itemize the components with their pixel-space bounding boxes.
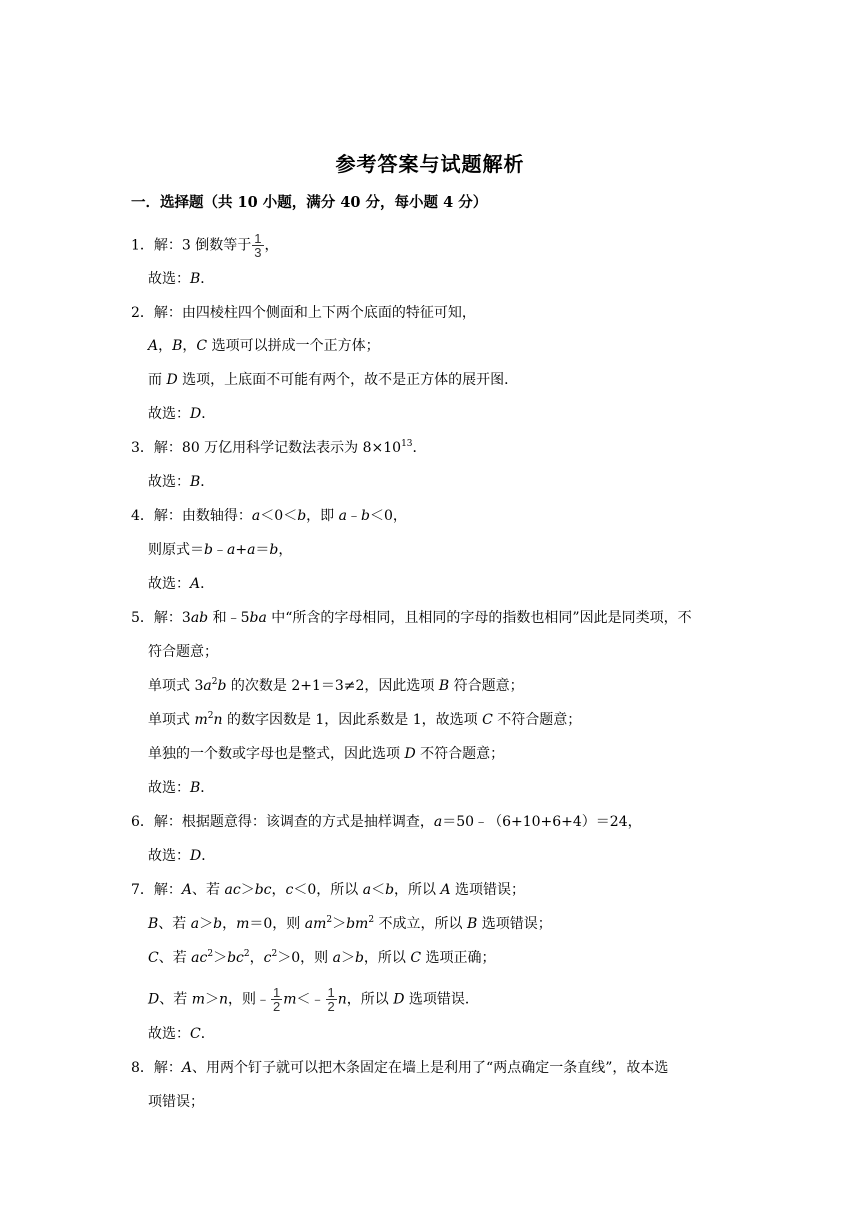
section-heading: 一．选择题（共 10 小题，满分 40 分，每小题 4 分）: [131, 194, 488, 211]
q5-answer: 故选：B．: [148, 780, 215, 796]
fraction-one-third: $\frac{1}{3}$: [254, 231, 262, 260]
q7-line2: B、若 a＞b，m＝0，则 $am^2>bm^2$ 不成立，所以 B 选项错误；: [148, 915, 552, 932]
q8-line2: 项错误；: [148, 1094, 204, 1110]
q5-line4: 单项式 $m^2n$ 的数字因数是 1，因此系数是 1，故选项 C 不符合题意；: [148, 711, 582, 728]
q7-line3: C、若 $ac^2>bc^2$，$c^2>0$，则 a＞b，所以 C 选项正确；: [148, 949, 496, 966]
q5-line5: 单独的一个数或字母也是整式，因此选项 D 不符合题意；: [148, 746, 505, 762]
q2-answer: 故选：D．: [148, 406, 216, 422]
q6-answer: 故选：D．: [148, 848, 216, 864]
q1-answer: 故选：B．: [148, 271, 215, 287]
q7-line4: D、若 m＞n，则﹣ $\frac{1}{2}$ m＜﹣ $\frac{1}{2}$ n，所以 D 选项错误．: [148, 985, 479, 1014]
q4-line1: 4．解：由数轴得：a＜0＜b，即 a﹣b＜0，: [131, 508, 407, 524]
q1-line1: 1．解：3 倒数等于 $\frac{1}{3}$ ，: [131, 231, 279, 260]
q7-line1: 7．解：A、若 ac＞bc，c＜0，所以 a＜b，所以 A 选项错误；: [131, 882, 526, 898]
q7-answer: 故选：C．: [148, 1026, 215, 1042]
q2-line3: 而 D 选项，上底面不可能有两个，故不是正方体的展开图．: [148, 372, 519, 388]
q5-line3: 单项式 $3a^2b$ 的次数是 2+1＝3≠2，因此选项 B 符合题意；: [148, 677, 524, 694]
q4-line2: 则原式＝b﹣a+a＝b，: [148, 542, 293, 558]
q2-line1: 2．解：由四棱柱四个侧面和上下两个底面的特征可知，: [131, 305, 476, 321]
page-title: 参考答案与试题解析: [335, 152, 525, 176]
q8-line1: 8．解：A、用两个钉子就可以把木条固定在墙上是利用了“两点确定一条直线”，故本选: [131, 1060, 669, 1076]
q6-line1: 6．解：根据题意得：该调查的方式是抽样调查，a＝50﹣（6+10+6+4）＝24，: [131, 814, 642, 830]
fraction-half: $\frac{1}{2}$: [273, 985, 281, 1014]
q5-line1: 5．解：3ab 和﹣5ba 中“所含的字母相同，且相同的字母的指数也相同”因此是同类项，不: [131, 610, 692, 626]
fraction-half: $\frac{1}{2}$: [327, 985, 335, 1014]
q3-line1: 3．解：80 万亿用科学记数法表示为 $8\times 10^{13}$．: [131, 439, 427, 456]
q3-answer: 故选：B．: [148, 474, 215, 490]
q4-answer: 故选：A．: [148, 576, 215, 592]
q2-line2: A，B，C 选项可以拼成一个正方体；: [148, 338, 380, 354]
q5-line2: 符合题意；: [148, 644, 218, 660]
